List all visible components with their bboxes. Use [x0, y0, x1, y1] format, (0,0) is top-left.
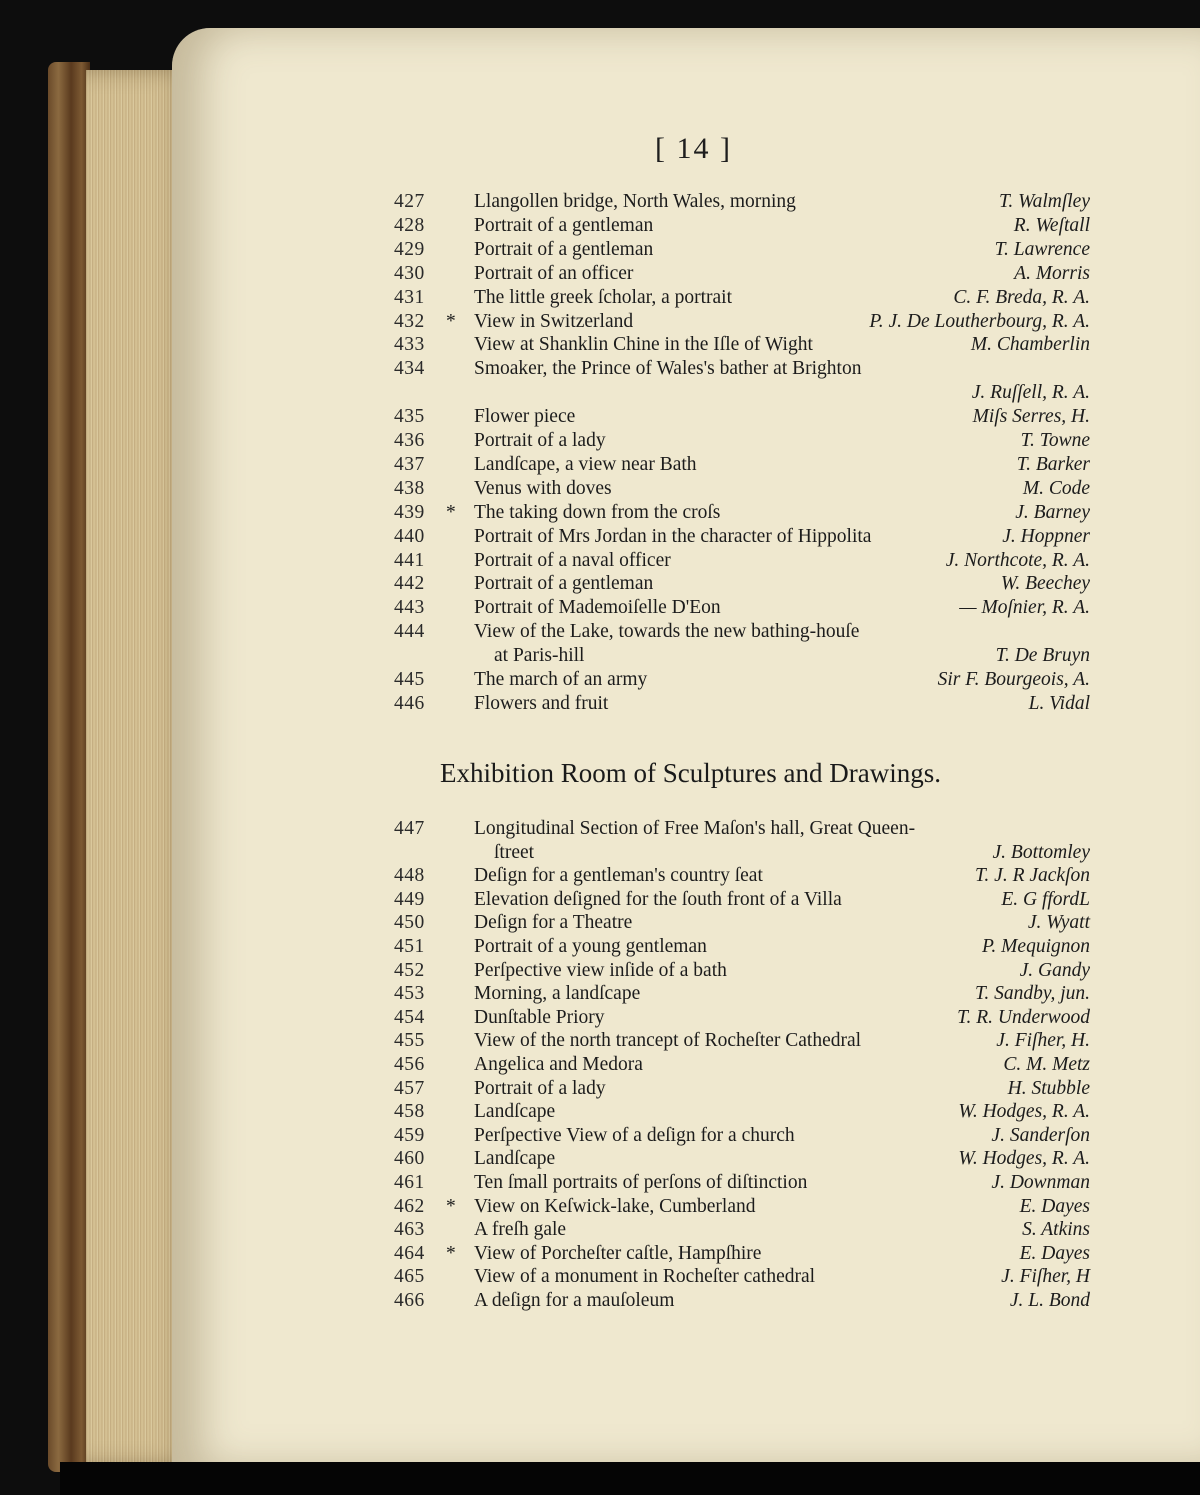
entry-title: Dunſtable Priory [474, 1006, 605, 1028]
entry-number: 454 [394, 1006, 425, 1028]
catalogue-entry [0, 888, 1200, 912]
catalogue-entry [0, 1218, 1200, 1242]
entry-title: Portrait of Mrs Jordan in the character of Hippolita [474, 525, 872, 547]
entry-title: Landſcape [474, 1101, 556, 1123]
entry-artist: T. Lawrence [994, 238, 1090, 260]
entry-number: 429 [394, 238, 425, 260]
catalogue-entry [0, 405, 1200, 429]
entry-title: View at Shanklin Chine in the Iſle of Wight [474, 334, 813, 356]
entry-artist: T. Sandby, jun. [974, 983, 1090, 1005]
entry-star: * [446, 1195, 456, 1217]
catalogue-entry [0, 286, 1200, 310]
catalogue-entry [0, 1171, 1200, 1195]
entry-artist: P. Mequignon [982, 936, 1090, 957]
entry-title: Smoaker, the Prince of Wales's bather at Brighton [474, 358, 862, 380]
catalogue-entry [0, 982, 1200, 1006]
entry-title: Landſcape, a view near Bath [474, 453, 697, 475]
entry-title: The march of an army [474, 669, 648, 690]
entry-artist: T. R. Underwood [957, 1006, 1090, 1028]
entry-number: 445 [394, 669, 425, 690]
entry-number: 458 [394, 1101, 425, 1123]
entry-number: 452 [394, 959, 425, 981]
entry-number: 460 [394, 1148, 425, 1170]
entry-number: 446 [394, 692, 425, 714]
entry-title: Portrait of Mademoiſelle D'Eon [474, 597, 721, 619]
entry-number: 444 [394, 621, 425, 643]
catalogue-entry [0, 959, 1200, 983]
entry-number: 434 [394, 358, 425, 380]
entry-number: 463 [394, 1219, 425, 1241]
entry-title: Morning, a landſcape [474, 983, 641, 1005]
catalogue-entry [0, 668, 1200, 692]
entry-title: Portrait of a lady [474, 1077, 606, 1099]
entry-star: * [446, 310, 456, 332]
entry-title: Portrait of a gentleman [474, 238, 654, 260]
catalogue-entry [0, 453, 1200, 477]
entry-title: Longitudinal Section of Free Maſon's hall, Great Queen- [474, 818, 916, 839]
entry-number: 430 [394, 262, 425, 284]
catalogue-entry [0, 572, 1200, 596]
entry-title: Llangollen bridge, North Wales, morning [474, 191, 796, 212]
entry-number: 439 [394, 501, 425, 523]
entry-title-continuation: at Paris-hill [494, 645, 585, 667]
entry-title: View of the Lake, towards the new bathing-houſe [474, 621, 860, 643]
catalogue-entry [0, 381, 1200, 405]
catalogue-entry [0, 596, 1200, 620]
catalogue-entry [0, 1077, 1200, 1101]
entry-title: A freſh gale [474, 1219, 567, 1241]
catalogue-entry [0, 1242, 1200, 1266]
entry-artist: J. Wyatt [1027, 912, 1090, 934]
catalogue-entry [0, 1195, 1200, 1219]
catalogue-entry [0, 238, 1200, 262]
entry-artist: Sir F. Bourgeois, A. [937, 669, 1090, 690]
catalogue-entry [0, 1053, 1200, 1077]
catalogue-entry [0, 214, 1200, 238]
entry-number: 461 [394, 1172, 425, 1193]
entry-artist: M. Code [1022, 477, 1090, 499]
entry-number: 449 [394, 888, 425, 910]
catalogue-entry [0, 841, 1200, 865]
catalogue-entry [0, 1265, 1200, 1289]
catalogue-entry [0, 501, 1200, 525]
entry-artist: J. Bottomley [992, 841, 1090, 863]
entry-number: 440 [394, 525, 425, 547]
entry-title: Landſcape [474, 1148, 556, 1170]
catalogue-entry [0, 525, 1200, 549]
entry-artist: C. M. Metz [1003, 1054, 1090, 1075]
entry-number: 466 [394, 1290, 425, 1311]
entry-artist: J. Northcote, R. A. [945, 549, 1090, 571]
entry-artist: T. De Bruyn [995, 645, 1090, 667]
entry-title: Portrait of a young gentleman [474, 936, 707, 957]
entry-artist: T. Towne [1020, 430, 1090, 451]
entry-artist: Miſs Serres, H. [972, 406, 1090, 428]
entry-artist: J. Fiſher, H. [996, 1030, 1090, 1052]
entry-artist: H. Stubble [1007, 1077, 1090, 1099]
entry-title: Portrait of a lady [474, 430, 606, 451]
entry-number: 435 [394, 406, 425, 428]
entry-number: 465 [394, 1266, 425, 1288]
entry-title-continuation: ſtreet [494, 841, 535, 863]
catalogue-entry [0, 429, 1200, 453]
entry-number: 443 [394, 597, 425, 619]
entry-number: 431 [394, 286, 425, 308]
entry-artist: W. Hodges, R. A. [958, 1148, 1090, 1170]
entry-number: 453 [394, 983, 425, 1005]
catalogue-entry [0, 1289, 1200, 1313]
entry-artist: — Moſnier, R. A. [959, 597, 1090, 619]
entry-artist: T. Barker [1016, 453, 1090, 475]
entry-title: Flower piece [474, 406, 576, 428]
entry-number: 462 [394, 1195, 425, 1217]
entry-title: The little greek ſcholar, a portrait [474, 286, 733, 308]
entry-number: 442 [394, 573, 425, 595]
entry-artist: J. Hoppner [1002, 525, 1090, 547]
catalogue-entry [0, 1006, 1200, 1030]
entry-artist: J. Gandy [1019, 959, 1090, 981]
entry-title: Ten ſmall portraits of perſons of diſtinction [474, 1172, 808, 1193]
entry-number: 437 [394, 453, 425, 475]
entry-number: 450 [394, 912, 425, 934]
catalogue-entry [0, 1100, 1200, 1124]
entry-artist: W. Hodges, R. A. [958, 1101, 1090, 1123]
catalogue-entry [0, 190, 1200, 214]
entry-number: 456 [394, 1054, 425, 1075]
page-number: [ 14 ] [655, 132, 732, 165]
catalogue-entry [0, 477, 1200, 501]
entry-title: Flowers and fruit [474, 692, 609, 714]
entry-number: 451 [394, 936, 425, 957]
entry-artist: W. Beechey [1000, 573, 1090, 595]
entry-artist: T. J. R Jackſon [975, 865, 1090, 887]
entry-number: 455 [394, 1030, 425, 1052]
entry-number: 457 [394, 1077, 425, 1099]
entry-title: Deſign for a gentleman's country ſeat [474, 865, 763, 887]
entry-title: A deſign for a mauſoleum [474, 1290, 675, 1311]
entry-artist: P. J. De Loutherbourg, R. A. [869, 310, 1090, 332]
entry-artist: J. Downman [991, 1172, 1090, 1193]
catalogue-entry [0, 620, 1200, 644]
entry-artist: E. Dayes [1019, 1195, 1090, 1217]
entry-artist: C. F. Breda, R. A. [953, 286, 1090, 308]
catalogue-entry [0, 911, 1200, 935]
entry-artist: J. Ruſſell, R. A. [971, 382, 1090, 404]
entry-title: Perſpective view inſide of a bath [474, 959, 727, 981]
entry-artist: E. G ffordL [1001, 888, 1090, 910]
catalogue-entry [0, 549, 1200, 573]
catalogue-entry [0, 1147, 1200, 1171]
catalogue-entry [0, 262, 1200, 286]
entry-title: Portrait of a gentleman [474, 573, 654, 595]
entry-star: * [446, 1242, 456, 1264]
entry-artist: E. Dayes [1019, 1242, 1090, 1264]
catalogue-entry [0, 1124, 1200, 1148]
entry-number: 428 [394, 214, 425, 236]
entry-title: The taking down from the croſs [474, 501, 721, 523]
entry-title: Portrait of an officer [474, 262, 634, 284]
entry-title: Elevation deſigned for the ſouth front of a Villa [474, 888, 842, 910]
entry-artist: J. Fiſher, H [1001, 1266, 1090, 1288]
entry-title: Perſpective View of a deſign for a church [474, 1124, 795, 1146]
entry-title: View of the north trancept of Rocheſter Cathedral [474, 1030, 862, 1052]
entry-artist: S. Atkins [1022, 1219, 1090, 1241]
catalogue-entry [0, 935, 1200, 959]
catalogue-entry [0, 333, 1200, 357]
entry-artist: R. Weſtall [1013, 214, 1090, 236]
catalogue-entry [0, 692, 1200, 716]
entry-title: View of a monument in Rocheſter cathedral [474, 1266, 816, 1288]
entry-number: 447 [394, 818, 425, 839]
catalogue-entry [0, 644, 1200, 668]
catalogue-entry [0, 357, 1200, 381]
entry-number: 432 [394, 310, 425, 332]
entry-title: Venus with doves [474, 477, 612, 499]
entry-title: View on Keſwick-lake, Cumberland [474, 1195, 756, 1217]
entry-number: 459 [394, 1124, 425, 1146]
entry-artist: J. Sanderſon [991, 1124, 1090, 1146]
entry-number: 464 [394, 1242, 425, 1264]
entry-number: 427 [394, 191, 425, 212]
entry-number: 436 [394, 430, 425, 451]
entry-artist: M. Chamberlin [970, 334, 1090, 356]
entry-title: Portrait of a naval officer [474, 549, 671, 571]
entry-artist: J. L. Bond [1009, 1290, 1090, 1311]
catalogue-entry [0, 817, 1200, 841]
catalogue-entry [0, 864, 1200, 888]
entry-artist: T. Walmſley [999, 191, 1090, 212]
entry-title: Angelica and Medora [474, 1054, 643, 1075]
entry-title: Deſign for a Theatre [474, 912, 633, 934]
entry-title: View of Porcheſter caſtle, Hampſhire [474, 1242, 762, 1264]
entry-title: Portrait of a gentleman [474, 214, 654, 236]
section-heading: Exhibition Room of Sculptures and Drawings. [440, 758, 941, 788]
entry-artist: L. Vidal [1028, 692, 1090, 714]
entry-number: 441 [394, 549, 425, 571]
catalogue-entry [0, 310, 1200, 334]
entry-number: 438 [394, 477, 425, 499]
entry-artist: A. Morris [1014, 262, 1090, 284]
entry-star: * [446, 501, 456, 523]
catalogue-entry [0, 1029, 1200, 1053]
background-shadow [60, 1462, 1200, 1495]
entry-title: View in Switzerland [474, 310, 634, 332]
entry-artist: J. Barney [1015, 501, 1090, 523]
entry-number: 448 [394, 865, 425, 887]
entry-number: 433 [394, 334, 425, 356]
